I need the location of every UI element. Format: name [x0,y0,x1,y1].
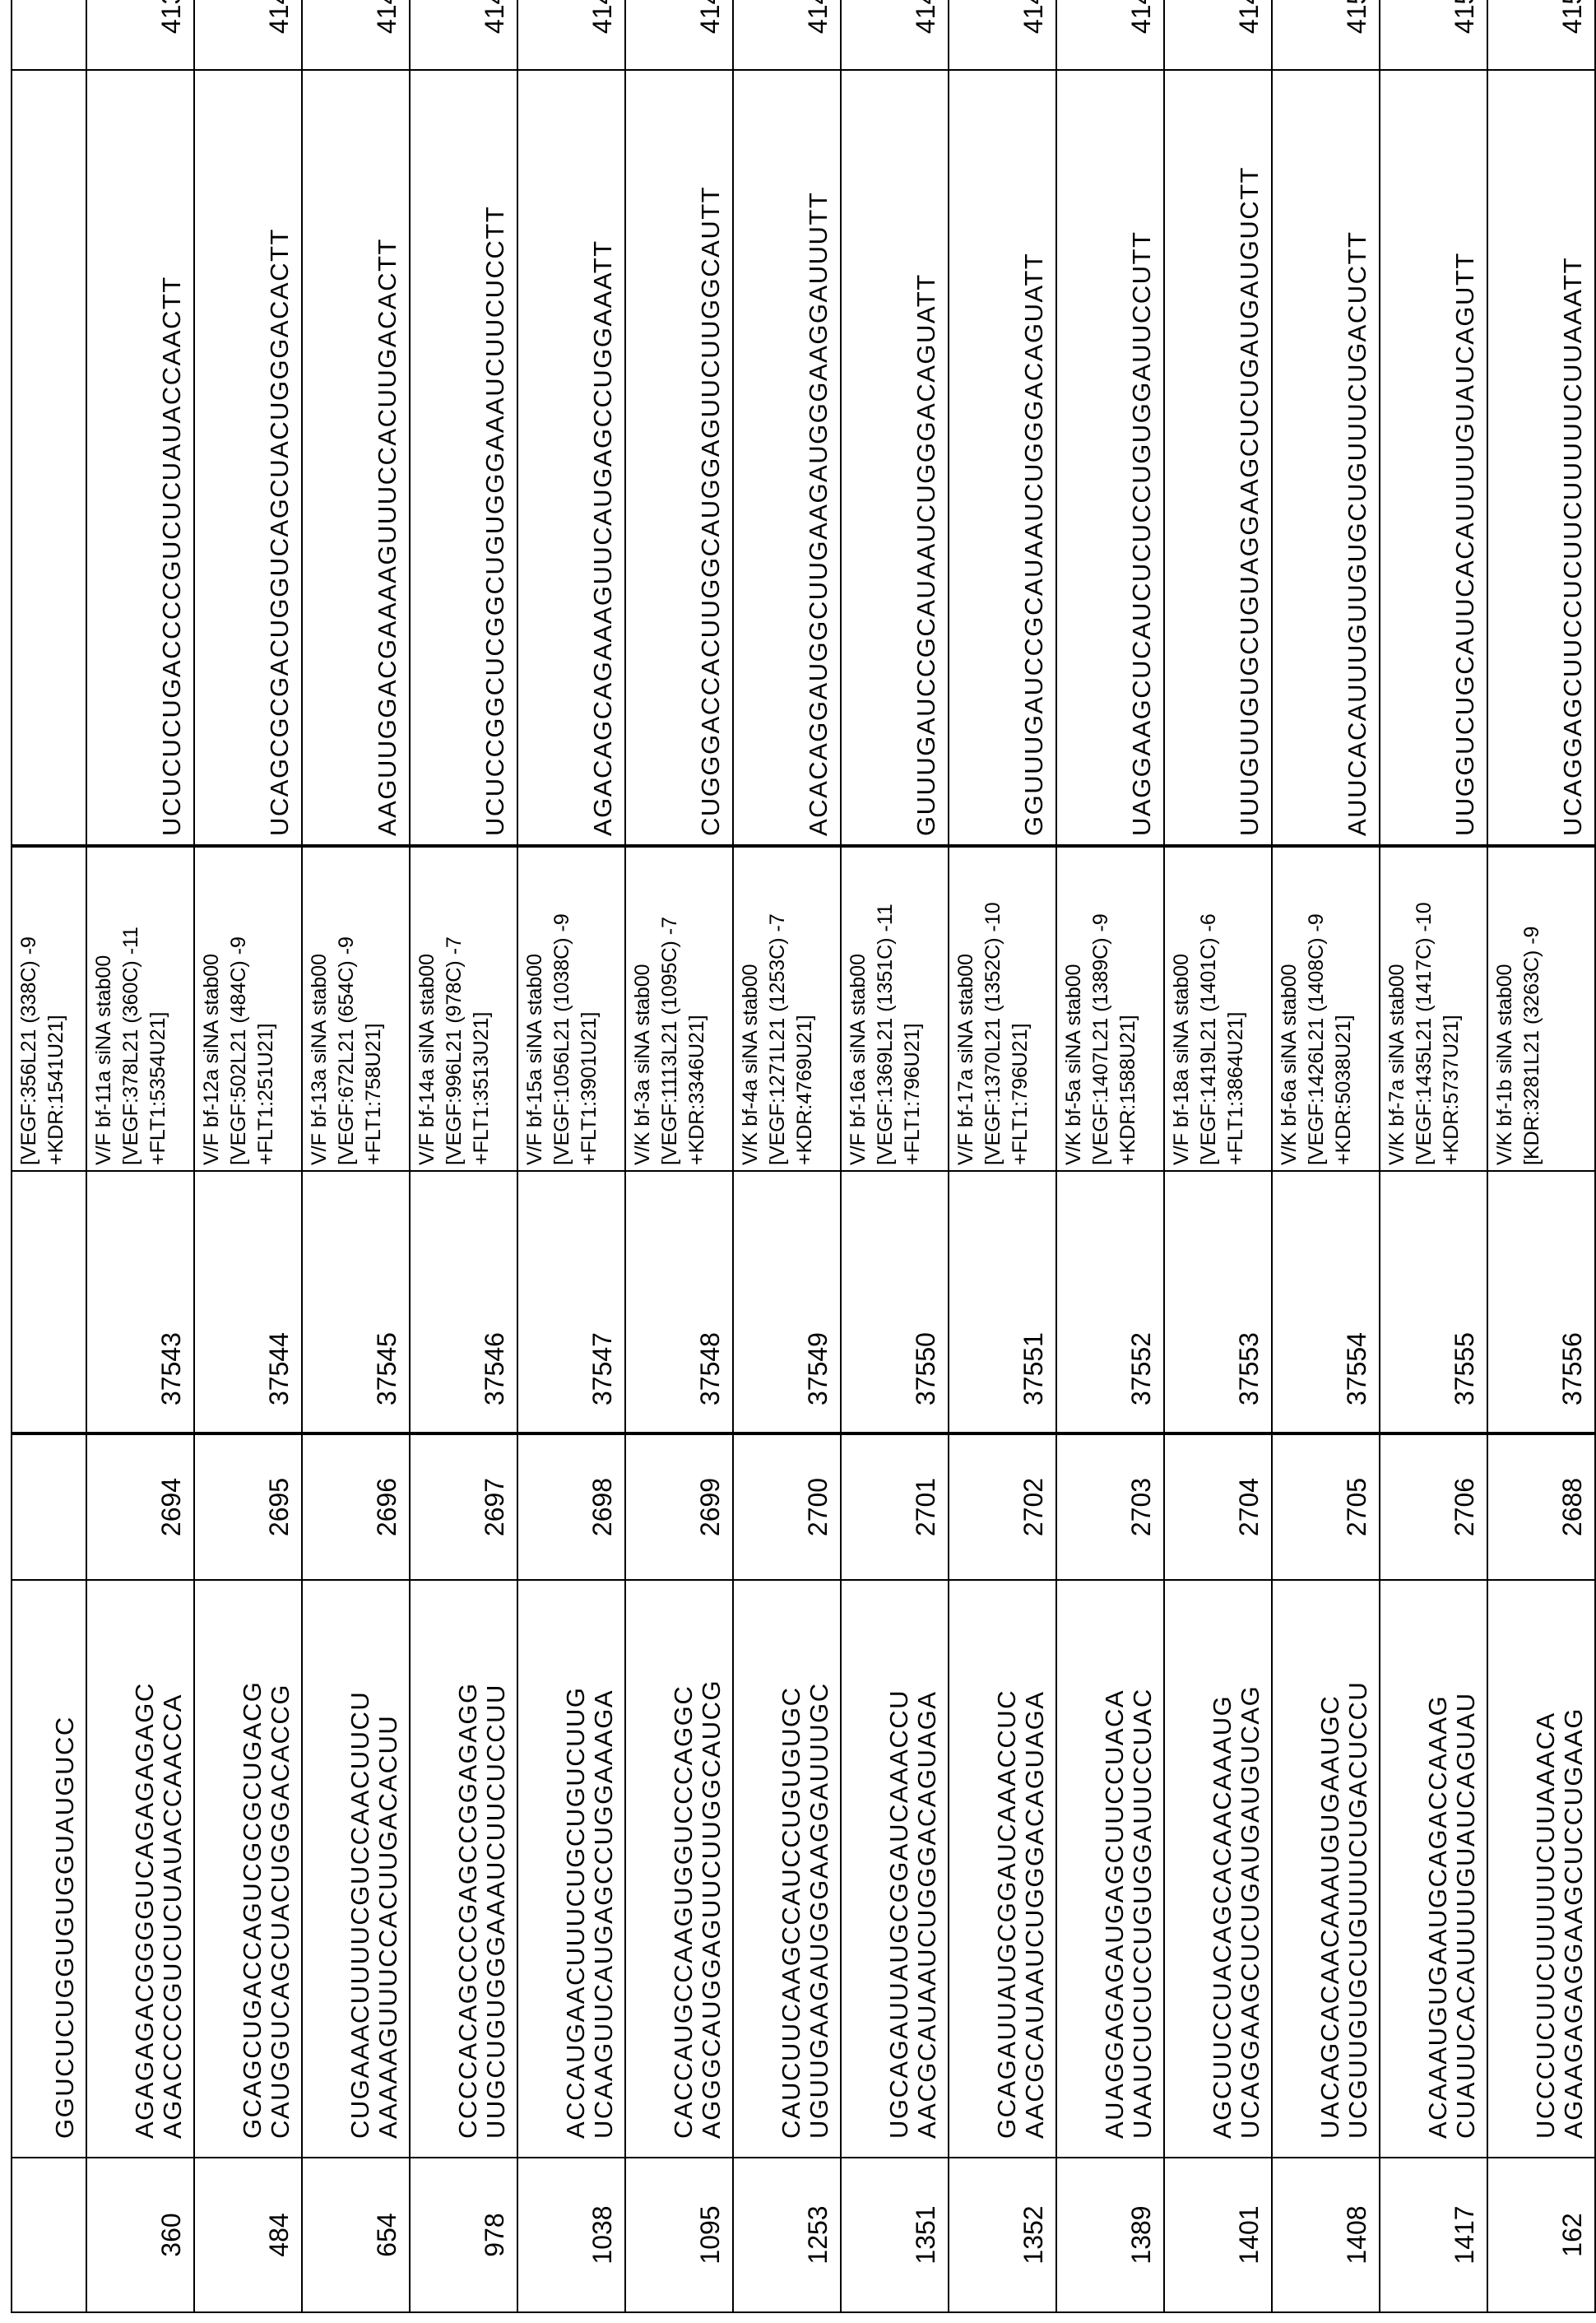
sina-seq-id-cell [12,0,86,70]
target-position-cell: 1401 [1164,2158,1272,2312]
target-seq-id-cell: 2705 [1272,1433,1380,1580]
sina-seq-id-cell: 4141 [302,0,410,70]
sina-name-cell: V/F bf-12a siNA stab00 [VEGF:502L21 (484C) -9 +FLT1:251U21] [194,846,302,1171]
target-seq-id-cell: 2700 [733,1433,841,1580]
table-row [1056,0,1164,2312]
sina-name-cell: V/K bf-1b siNA stab00 [KDR:3281L21 (3263C) -9 [1487,846,1595,1171]
compound-id-cell: 37545 [302,1171,410,1433]
sina-name-cell: V/F bf-17a siNA stab00 [VEGF:1370L21 (1352C) -10 +FLT1:796U21] [949,846,1056,1171]
target-seq-id-cell: 2694 [86,1433,194,1580]
target-position-cell: 360 [86,2158,194,2312]
sina-sequence-cell [12,70,86,846]
target-position-cell: 1095 [625,2158,733,2312]
target-seq-id-cell: 2706 [1380,1433,1487,1580]
compound-id-cell: 37556 [1487,1171,1595,1433]
sina-sequence-cell: AAGUUGGACGAAAAGUUUCCACUUGACACTT [302,70,410,846]
sina-name-cell: V/K bf-6a siNA stab00 [VEGF:1426L21 (1408C) -9 +KDR:5038U21] [1272,846,1380,1171]
sina-seq-id-cell: 4146 [841,0,949,70]
table-row [733,0,841,2312]
target-position-cell: 1408 [1272,2158,1380,2312]
compound-id-cell: 37552 [1056,1171,1164,1433]
sina-sequence-cell: ACACAGGAUGGCUUGAAGAUGGGAAGGAUUUTT [733,70,841,846]
table-row [625,0,733,2312]
target-position-cell [12,2158,86,2312]
target-seq-id-cell: 2703 [1056,1433,1164,1580]
sina-name-cell: V/K bf-7a siNA stab00 [VEGF:1435L21 (1417C) -10 +KDR:5737U21] [1380,846,1487,1171]
target-seq-id-cell [12,1433,86,1580]
sina-sequence-cell: UAGGAAGCUCAUCUCUCCUGUGGAUUCCUTT [1056,70,1164,846]
compound-id-cell: 37550 [841,1171,949,1433]
table-row [841,0,949,2312]
table-row [410,0,517,2312]
compound-id-cell: 37546 [410,1171,517,1433]
sina-seq-id-cell: 4145 [733,0,841,70]
sina-seq-id-cell: 4143 [517,0,625,70]
sina-name-cell: V/F bf-13a siNA stab00 [VEGF:672L21 (654C) -9 +FLT1:758U21] [302,846,410,1171]
sina-name-cell: V/F bf-14a siNA stab00 [VEGF:996L21 (978C) -7 +FLT1:3513U21] [410,846,517,1171]
target-seq-id-cell: 2702 [949,1433,1056,1580]
target-position-cell: 1417 [1380,2158,1487,2312]
sina-name-cell: V/K bf-5a siNA stab00 [VEGF:1407L21 (1389C) -9 +KDR:1588U21] [1056,846,1164,1171]
compound-id-cell: 37555 [1380,1171,1487,1433]
target-sequence-cell: GCAGAUUAUGCGGAUCAAACCUC AACGCAUAAUCUGGGACAGUAGA [949,1580,1056,2158]
target-seq-id-cell: 2695 [194,1433,302,1580]
rotated-table-page [11,0,1596,2313]
table-row [194,0,302,2312]
target-sequence-cell: GCAGCUGACCAGUCGCGCUGACG CAUGGUCAGCUACUGGGACACCG [194,1580,302,2158]
sina-name-cell: [VEGF:356L21 (338C) -9 +KDR:1541U21] [12,846,86,1171]
target-position-cell: 484 [194,2158,302,2312]
target-seq-id-cell: 2696 [302,1433,410,1580]
table-row [949,0,1056,2312]
sina-sequence-cell: UCUCCGGCUCGGCUGUGGGAAAUCUUCUCCTT [410,70,517,846]
target-sequence-cell: GGUCUCUGGUGUGGUAUGUCC [12,1580,86,2158]
target-sequence-cell: AUAGGAGAGAUGAGCUUCCUACA UAAUCUCUCCUGUGGAUUCCUAC [1056,1580,1164,2158]
sina-sequence-cell: UUUGUUGUGCUGUAGGAAGCUCUGAUGAUGUCTT [1164,70,1272,846]
target-sequence-cell: AGAGAGACGGGGUCAGAGAGAGC AGACCCCGUCUCUAUACCAACCA [86,1580,194,2158]
sina-sequence-cell: UCAGCGCGACUGGUCAGCUACUGGGACACTT [194,70,302,846]
target-seq-id-cell: 2699 [625,1433,733,1580]
target-seq-id-cell: 2704 [1164,1433,1272,1580]
table-row [12,0,86,2312]
sina-sequence-cell: UCAGGAGCUUCCUCUUCUUUUUCUUAAATT [1487,70,1595,846]
sina-name-cell: V/K bf-4a siNA stab00 [VEGF:1271L21 (1253C) -7 +KDR:4769U21] [733,846,841,1171]
sina-sequence-cell: GGUUUGAUCCGCAUAAUCUGGGACAGUATT [949,70,1056,846]
table-row [1487,0,1595,2312]
target-position-cell: 1389 [1056,2158,1164,2312]
target-seq-id-cell: 2698 [517,1433,625,1580]
target-sequence-cell: UACAGCACAACAAAUGUGAAUGC UCGUUGUGCUGUUUCUGACUCCU [1272,1580,1380,2158]
sina-seq-id-cell: 4151 [1380,0,1487,70]
target-position-cell: 162 [1487,2158,1595,2312]
sina-seq-id-cell: 4147 [949,0,1056,70]
target-seq-id-cell: 2697 [410,1433,517,1580]
target-sequence-cell: CUGAAACUUUUCGUCCAACUUCU AAAAAGUUUCCACUUGACACUU [302,1580,410,2158]
compound-id-cell: 37549 [733,1171,841,1433]
sina-seq-id-cell: 4149 [1164,0,1272,70]
table-row [302,0,410,2312]
target-position-cell: 1351 [841,2158,949,2312]
compound-id-cell: 37544 [194,1171,302,1433]
sina-seq-id-cell: 4148 [1056,0,1164,70]
target-position-cell: 1038 [517,2158,625,2312]
compound-id-cell: 37543 [86,1171,194,1433]
target-sequence-cell: UCCCUCUUCUUUUUCUUAAACA AGAAGAGAGGAAGCUCCUGAAG [1487,1580,1595,2158]
sina-name-cell: V/F bf-15a siNA stab00 [VEGF:1056L21 (1038C) -9 +FLT1:3901U21] [517,846,625,1171]
sina-name-cell: V/F bf-11a siNA stab00 [VEGF:378L21 (360C) -11 +FLT1:5354U21] [86,846,194,1171]
target-seq-id-cell: 2701 [841,1433,949,1580]
target-sequence-cell: CCCCACAGCCCGAGCCGGAGAGG UUGCUGUGGGAAAUCUUCUCCUU [410,1580,517,2158]
sina-sequence-cell: GUUUGAUCCGCAUAAUCUGGGACAGUATT [841,70,949,846]
table-row [517,0,625,2312]
target-seq-id-cell: 2688 [1487,1433,1595,1580]
sina-seq-id-cell: 4140 [194,0,302,70]
target-sequence-cell: ACAAAUGUGAAUGCAGACCAAAG CUAUUCACAUUUUGUAUCAGUAU [1380,1580,1487,2158]
target-sequence-cell: UGCAGAUUAUGCGGAUCAAACCU AACGCAUAAUCUGGGACAGUAGA [841,1580,949,2158]
table-row [1380,0,1487,2312]
sina-sequence-cell: AGACAGCAGAAAGUUCAUGAGCCUGGAAATT [517,70,625,846]
sina-seq-id-cell: 4139 [86,0,194,70]
table-row [1164,0,1272,2312]
table-row [1272,0,1380,2312]
sina-seq-id-cell: 4152 [1487,0,1595,70]
target-sequence-cell: ACCAUGAACUUUCUGCUGUCUUG UCAAGUUCAUGAGCCUGGAAAGA [517,1580,625,2158]
compound-id-cell: 37551 [949,1171,1056,1433]
sina-seq-id-cell: 4150 [1272,0,1380,70]
compound-id-cell: 37553 [1164,1171,1272,1433]
compound-id-cell: 37554 [1272,1171,1380,1433]
compound-id-cell: 37548 [625,1171,733,1433]
compound-id-cell [12,1171,86,1433]
sina-name-cell: V/F bf-16a siNA stab00 [VEGF:1369L21 (1351C) -11 +FLT1:796U21] [841,846,949,1171]
target-position-cell: 1352 [949,2158,1056,2312]
sina-sequence-cell: CUGGGACCACUUGGCAUGGAGUUCUUGGCAUTT [625,70,733,846]
target-position-cell: 978 [410,2158,517,2312]
target-sequence-cell: CAUCUUCAAGCCAUCCUGUGUGC UGUUGAAGAUGGGAAGGAUUUGC [733,1580,841,2158]
target-sequence-cell: CACCAUGCCAAGUGGUCCCAGGC AGGGCAUGGAGUUCUUGGCAUCG [625,1580,733,2158]
sina-name-cell: V/F bf-18a siNA stab00 [VEGF:1419L21 (1401C) -6 +FLT1:3864U21] [1164,846,1272,1171]
target-position-cell: 654 [302,2158,410,2312]
sina-sequence-table [11,0,1596,2313]
sina-sequence-cell: UCUCUCUGACCCCGUCUCUAUACCAACTT [86,70,194,846]
sina-sequence-cell: AUUCACAUUUGUUGUGCUGUUUCUGACUCTT [1272,70,1380,846]
sina-sequence-cell: UUGGUCUGCAUUCACAUUUUGUAUCAGUTT [1380,70,1487,846]
sina-seq-id-cell: 4142 [410,0,517,70]
compound-id-cell: 37547 [517,1171,625,1433]
target-sequence-cell: AGCUUCCUACAGCACAACAAAUG UCAGGAAGCUCUGAUGAUGUCAG [1164,1580,1272,2158]
table-row [86,0,194,2312]
target-position-cell: 1253 [733,2158,841,2312]
sina-name-cell: V/K bf-3a siNA stab00 [VEGF:1113L21 (1095C) -7 +KDR:3346U21] [625,846,733,1171]
sina-seq-id-cell: 4144 [625,0,733,70]
